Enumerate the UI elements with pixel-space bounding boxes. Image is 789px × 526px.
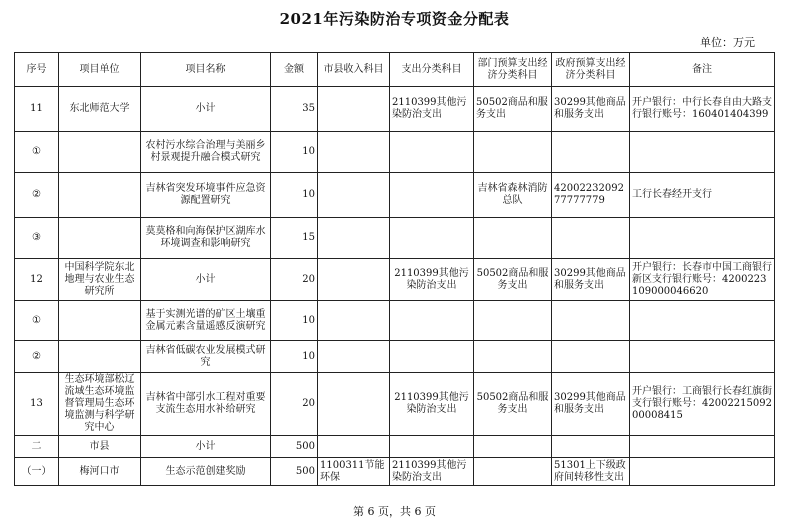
cell-expense-category — [390, 436, 474, 458]
cell-dept-budget — [474, 301, 552, 341]
cell-remark — [630, 341, 775, 373]
header-amount: 金额 — [271, 53, 318, 87]
cell-county-income — [318, 301, 390, 341]
header-remark: 备注 — [630, 53, 775, 87]
cell-unit-name — [59, 132, 141, 173]
header-dept-budget: 部门预算支出经济分类科目 — [474, 53, 552, 87]
table-row — [15, 87, 775, 132]
cell-unit-name — [59, 301, 141, 341]
cell-seq: ③ — [15, 218, 59, 259]
cell-amount: 10 — [271, 301, 318, 341]
cell-remark: 工行长春经开支行 — [630, 173, 775, 218]
cell-amount: 10 — [271, 173, 318, 218]
table-row — [15, 436, 775, 458]
header-project-name: 项目名称 — [141, 53, 271, 87]
cell-amount: 500 — [271, 436, 318, 458]
cell-gov-budget: 30299其他商品和服务支出 — [552, 87, 630, 132]
cell-county-income — [318, 173, 390, 218]
cell-gov-budget: 4200223209277777779 — [552, 173, 630, 218]
cell-project-name: 小计 — [141, 259, 271, 301]
cell-project-name: 吉林省中部引水工程对重要支流生态用水补给研究 — [141, 373, 271, 436]
cell-amount: 500 — [271, 458, 318, 486]
cell-gov-budget — [552, 436, 630, 458]
cell-unit-name: 市县 — [59, 436, 141, 458]
cell-expense-category — [390, 218, 474, 259]
cell-gov-budget — [552, 341, 630, 373]
cell-seq: ② — [15, 173, 59, 218]
cell-unit-name — [59, 218, 141, 259]
cell-county-income — [318, 259, 390, 301]
cell-unit-name — [59, 173, 141, 218]
table-row — [15, 132, 775, 173]
cell-amount: 10 — [271, 132, 318, 173]
cell-dept-budget — [474, 341, 552, 373]
header-unit-name: 项目单位 — [59, 53, 141, 87]
unit-label: 单位：万元 — [700, 36, 755, 49]
page-title: 2021年污染防治专项资金分配表 — [279, 10, 510, 28]
table-row — [15, 458, 775, 486]
cell-expense-category: 2110399其他污染防治支出 — [390, 373, 474, 436]
header-seq: 序号 — [15, 53, 59, 87]
cell-county-income — [318, 436, 390, 458]
header-gov-budget: 政府预算支出经济分类科目 — [552, 53, 630, 87]
cell-expense-category: 2110399其他污染防治支出 — [390, 458, 474, 486]
cell-seq: ② — [15, 341, 59, 373]
cell-gov-budget: 30299其他商品和服务支出 — [552, 259, 630, 301]
cell-dept-budget: 50502商品和服务支出 — [474, 373, 552, 436]
cell-remark: 开户银行：中行长春自由大路支行银行账号：160401404399 — [630, 87, 775, 132]
cell-project-name: 农村污水综合治理与美丽乡村景观提升融合模式研究 — [141, 132, 271, 173]
cell-gov-budget — [552, 218, 630, 259]
cell-county-income — [318, 218, 390, 259]
cell-seq: 11 — [15, 87, 59, 132]
cell-dept-budget — [474, 132, 552, 173]
cell-seq: 二 — [15, 436, 59, 458]
cell-gov-budget: 30299其他商品和服务支出 — [552, 373, 630, 436]
cell-dept-budget: 吉林省森林消防总队 — [474, 173, 552, 218]
cell-expense-category — [390, 173, 474, 218]
cell-amount: 10 — [271, 341, 318, 373]
cell-gov-budget — [552, 301, 630, 341]
header-county-income: 市县收入科目 — [318, 53, 390, 87]
cell-unit-name — [59, 341, 141, 373]
cell-project-name: 吉林省低碳农业发展模式研究 — [141, 341, 271, 373]
table-row — [15, 301, 775, 341]
cell-dept-budget — [474, 436, 552, 458]
cell-expense-category: 2110399其他污染防治支出 — [390, 259, 474, 301]
cell-gov-budget: 51301上下级政府间转移性支出 — [552, 458, 630, 486]
cell-expense-category — [390, 301, 474, 341]
cell-project-name: 小计 — [141, 436, 271, 458]
cell-seq: ① — [15, 301, 59, 341]
cell-remark — [630, 218, 775, 259]
cell-expense-category — [390, 132, 474, 173]
header-row — [15, 53, 775, 87]
table-row — [15, 218, 775, 259]
header-expense-category: 支出分类科目 — [390, 53, 474, 87]
cell-remark — [630, 301, 775, 341]
table-row — [15, 173, 775, 218]
cell-remark — [630, 458, 775, 486]
cell-project-name: 莫莫格和向海保护区湖库水环境调查和影响研究 — [141, 218, 271, 259]
cell-project-name: 生态示范创建奖励 — [141, 458, 271, 486]
allocation-table — [14, 52, 775, 486]
cell-dept-budget — [474, 458, 552, 486]
cell-county-income — [318, 132, 390, 173]
cell-amount: 20 — [271, 259, 318, 301]
cell-expense-category: 2110399其他污染防治支出 — [390, 87, 474, 132]
cell-dept-budget: 50502商品和服务支出 — [474, 259, 552, 301]
cell-expense-category — [390, 341, 474, 373]
cell-remark — [630, 436, 775, 458]
cell-seq: 12 — [15, 259, 59, 301]
cell-remark: 开户银行：长春市中国工商银行新区支行银行账号：4200223109000046620 — [630, 259, 775, 301]
cell-project-name: 吉林省突发环境事件应急资源配置研究 — [141, 173, 271, 218]
cell-amount: 15 — [271, 218, 318, 259]
cell-project-name: 小计 — [141, 87, 271, 132]
cell-dept-budget — [474, 218, 552, 259]
cell-county-income: 1100311节能环保 — [318, 458, 390, 486]
cell-unit-name: 生态环境部松辽流域生态环境监督管理局生态环境监测与科学研究中心 — [59, 373, 141, 436]
cell-seq: （一） — [15, 458, 59, 486]
table-row — [15, 341, 775, 373]
cell-dept-budget: 50502商品和服务支出 — [474, 87, 552, 132]
cell-remark: 开户银行：工商银行长春红旗街支行银行账号：4200221509200008415 — [630, 373, 775, 436]
cell-unit-name: 东北师范大学 — [59, 87, 141, 132]
table-row — [15, 373, 775, 436]
cell-seq: ① — [15, 132, 59, 173]
cell-project-name: 基于实测光谱的矿区土壤重金属元素含量遥感反演研究 — [141, 301, 271, 341]
cell-gov-budget — [552, 132, 630, 173]
page-number: 第 6 页，共 6 页 — [353, 505, 436, 518]
cell-county-income — [318, 87, 390, 132]
cell-remark — [630, 132, 775, 173]
cell-county-income — [318, 373, 390, 436]
cell-unit-name: 梅河口市 — [59, 458, 141, 486]
cell-seq: 13 — [15, 373, 59, 436]
table-row — [15, 259, 775, 301]
cell-county-income — [318, 341, 390, 373]
cell-amount: 20 — [271, 373, 318, 436]
cell-unit-name: 中国科学院东北地理与农业生态研究所 — [59, 259, 141, 301]
cell-amount: 35 — [271, 87, 318, 132]
